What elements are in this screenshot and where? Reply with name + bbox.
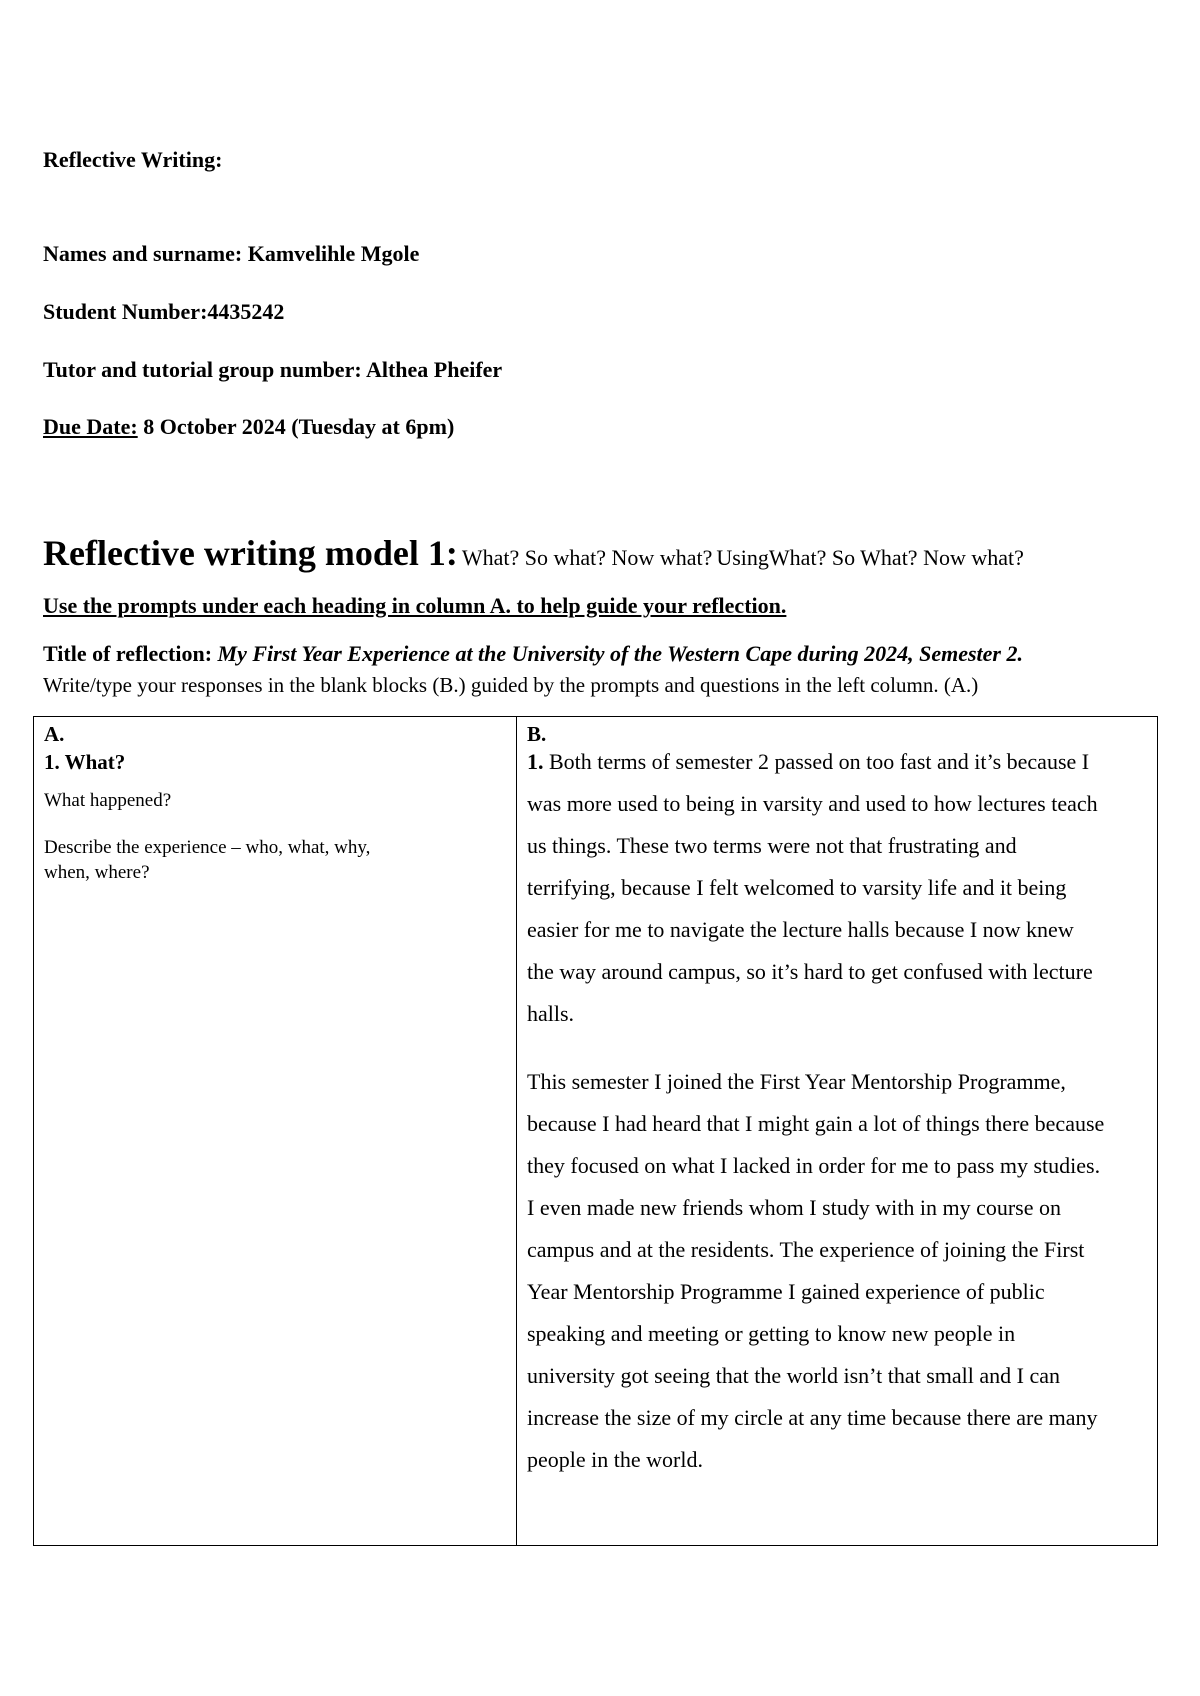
response-line: was more used to being in varsity and used to how lectures teach: [527, 791, 1098, 816]
section-title: 1. What?: [44, 750, 126, 774]
names-label: Names and surname:: [43, 241, 243, 266]
response-line: speaking and meeting or getting to know new people in: [527, 1321, 1016, 1346]
response-line: terrifying, because I felt welcomed to varsity life and it being: [527, 875, 1067, 900]
reflection-table: [33, 716, 1158, 1546]
response-line: people in the world.: [527, 1447, 703, 1472]
response-line: because I had heard that I might gain a lot of things there because: [527, 1111, 1105, 1136]
student-number-label: Student Number:: [43, 299, 208, 324]
response-text: Both terms of semester 2 passed on too fast and it’s because I: [549, 749, 1090, 774]
document-title: Reflective Writing:: [43, 147, 223, 172]
reflection-title-value: My First Year Experience at the University of the Western Cape during 2024, Semester 2.: [217, 641, 1023, 666]
due-date-value: 8 October 2024 (Tuesday at 6pm): [143, 414, 455, 439]
response-line: the way around campus, so it’s hard to get confused with lecture: [527, 959, 1093, 984]
response-line: I even made new friends whom I study with in my course on: [527, 1195, 1061, 1220]
column-b-header: B.: [527, 722, 547, 746]
column-b-cell: [517, 717, 1158, 1546]
reflection-title-row: [43, 641, 1023, 667]
response-number: 1.: [527, 749, 544, 774]
response-line: This semester I joined the First Year Mentorship Programme,: [527, 1069, 1066, 1094]
names-row: [43, 241, 419, 267]
student-number-row: [43, 299, 284, 325]
instruction-text: Use the prompts under each heading in column A. to help guide your reflection.: [43, 593, 787, 618]
response-line: easier for me to navigate the lecture halls because I now knew: [527, 917, 1074, 942]
response-line: Year Mentorship Programme I gained experience of public: [527, 1279, 1045, 1304]
response-line: increase the size of my circle at any time because there are many: [527, 1405, 1098, 1430]
column-a-header: A.: [44, 722, 65, 746]
tutor-label: Tutor and tutorial group number:: [43, 357, 362, 382]
response-line: us things. These two terms were not that frustrating and: [527, 833, 1017, 858]
reflection-title-label: Title of reflection:: [43, 641, 213, 666]
table-row: [34, 717, 1158, 1546]
tutor-value: Althea Pheifer: [365, 357, 503, 382]
names-value: Kamvelihle Mgole: [247, 241, 420, 266]
due-date-label: Due Date:: [43, 414, 138, 439]
due-date-row: [43, 414, 454, 440]
model-subheading-a: What? So what? Now what?: [461, 545, 713, 570]
student-number-value: 4435242: [207, 299, 285, 324]
response-line: university got seeing that the world isn’t that small and I can: [527, 1363, 1060, 1388]
model-heading: Reflective writing model 1:: [43, 533, 458, 573]
prompt-describe-line-2: when, where?: [44, 862, 150, 883]
response-line: they focused on what I lacked in order for me to pass my studies.: [527, 1153, 1101, 1178]
model-using-label: Using: [716, 545, 769, 570]
model-subheading-b: What? So What? Now what?: [768, 545, 1024, 570]
prompt-describe-line-1: Describe the experience – who, what, why,: [44, 837, 371, 858]
response-line: halls.: [527, 1001, 575, 1026]
response-line: [527, 741, 1147, 783]
model-heading-row: [43, 532, 1024, 574]
sub-instruction-text: Write/type your responses in the blank blocks (B.) guided by the prompts and questions in the left column. (A.): [43, 673, 979, 697]
response-line: campus and at the residents. The experience of joining the First: [527, 1237, 1085, 1262]
column-a-cell: [34, 717, 517, 1546]
tutor-row: [43, 357, 502, 383]
prompt-what-happened: What happened?: [44, 790, 172, 811]
